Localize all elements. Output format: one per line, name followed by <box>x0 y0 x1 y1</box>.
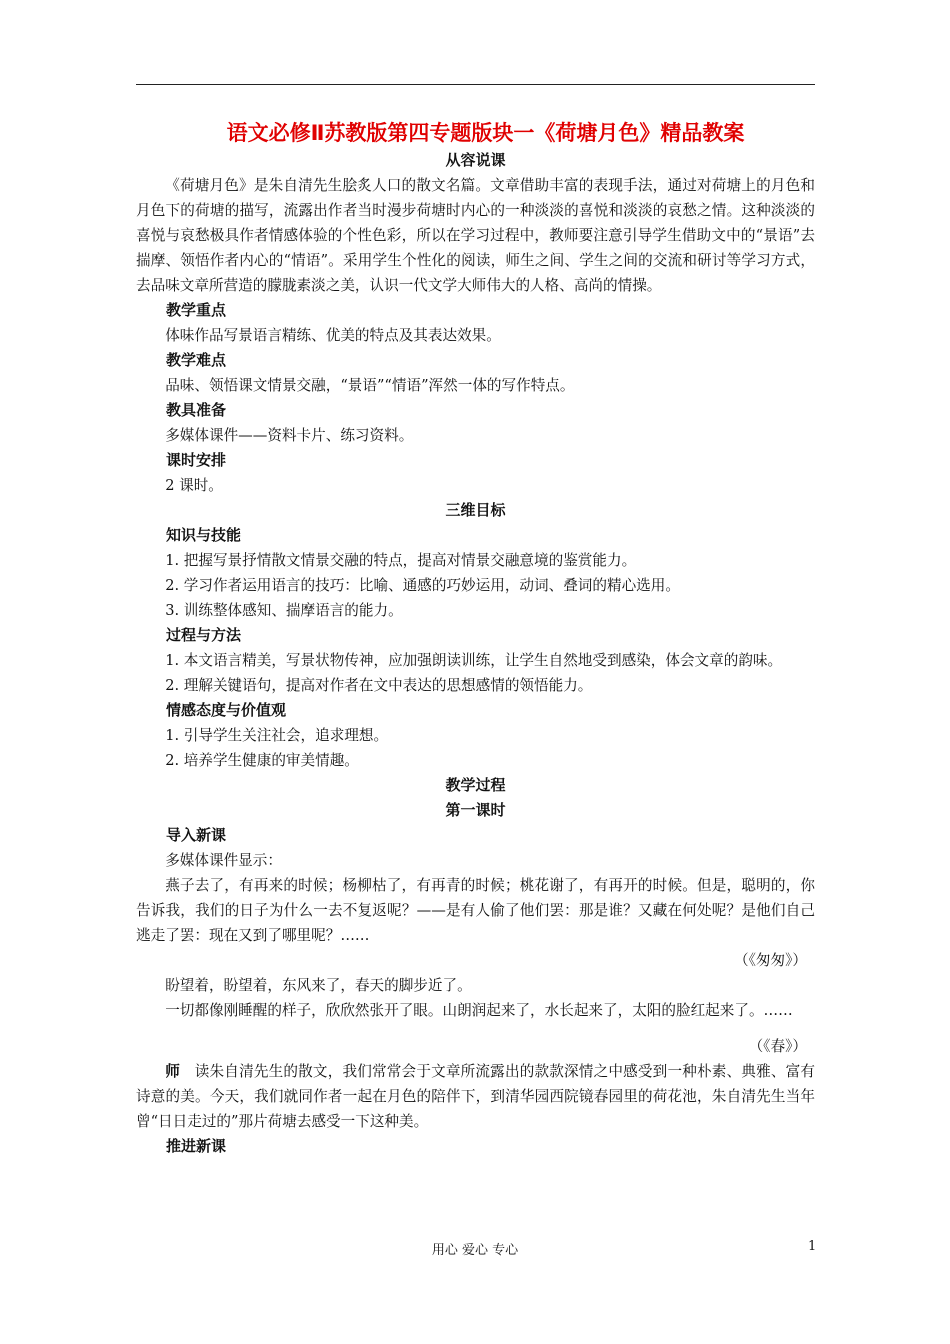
footer-text: 用心 爱心 专心 <box>431 1243 519 1258</box>
advance-lesson-heading: 推进新课 <box>166 1137 227 1155</box>
emotion-item: 2. 培养学生健康的审美情趣。 <box>165 752 359 769</box>
process-item: 1. 本文语言精美，写景状物传神，应加强朗读训练，让学生自然地受到感染，体会文章的韵味。 <box>165 652 783 669</box>
quote-chun-source: （《春》） <box>748 1038 807 1055</box>
media-text: 多媒体课件显示： <box>165 852 282 869</box>
teaching-process-heading: 教学过程 <box>445 776 506 794</box>
quote-congcong-source: （《匆匆》） <box>734 952 807 969</box>
teacher-text: 读朱自清先生的散文，我们常常会于文章所流露出的款款深情之中感受到一种朴素、典雅、富有诗意的美。今天，我们就同作者一起在月色的陪伴下，到清华园西院镜春园里的荷花池，朱自清先生当年曾“日日走过的”那片荷塘去感受一下这种美。 <box>136 1063 815 1130</box>
schedule-text: 2 课时。 <box>165 477 223 494</box>
header-rule <box>136 84 815 85</box>
goals-heading: 三维目标 <box>445 501 506 519</box>
page-number: 1 <box>808 1239 817 1254</box>
emotion-item: 1. 引导学生关注社会，追求理想。 <box>165 727 389 744</box>
intro-new-lesson-heading: 导入新课 <box>166 826 227 844</box>
quote-chun-line2: 一切都像刚睡醒的样子，欣欣然张开了眼。山朗润起来了，水长起来了，太阳的脸红起来了。…… <box>165 1002 793 1019</box>
difficulty-heading: 教学难点 <box>166 351 227 369</box>
knowledge-item: 1. 把握写景抒情散文情景交融的特点，提高对情景交融意境的鉴赏能力。 <box>165 552 637 569</box>
page-title: 语文必修Ⅱ苏教版第四专题版块一《荷塘月色》精品教案 <box>226 121 745 145</box>
knowledge-item: 3. 训练整体感知、揣摩语言的能力。 <box>165 602 403 619</box>
schedule-heading: 课时安排 <box>166 451 227 469</box>
intro-heading: 从容说课 <box>445 151 506 169</box>
teacher-label: 师 <box>165 1063 180 1080</box>
focus-text: 体味作品写景语言精练、优美的特点及其表达效果。 <box>165 327 501 344</box>
lesson-one-heading: 第一课时 <box>445 801 506 819</box>
focus-heading: 教学重点 <box>166 301 227 319</box>
quote-chun-line1: 盼望着，盼望着，东风来了，春天的脚步近了。 <box>165 977 472 994</box>
knowledge-item: 2. 学习作者运用语言的技巧：比喻、通感的巧妙运用，动词、叠词的精心选用。 <box>165 577 680 594</box>
process-heading: 过程与方法 <box>166 626 242 644</box>
difficulty-text: 品味、领悟课文情景交融，“景语”“情语”浑然一体的写作特点。 <box>165 377 575 394</box>
process-item: 2. 理解关键语句，提高对作者在文中表达的思想感情的领悟能力。 <box>165 677 593 694</box>
document-body <box>136 118 815 1159</box>
teacher-paragraph <box>136 1059 815 1134</box>
quote-congcong: 燕子去了，有再来的时候；杨柳枯了，有再青的时候；桃花谢了，有再开的时候。但是，聪明的，你告诉我，我们的日子为什么一去不复返呢？——是有人偷了他们罢：那是谁？又藏在何处呢？是他们自己逃走了罢：现在又到了哪里呢？…… <box>136 877 815 944</box>
tools-text: 多媒体课件——资料卡片、练习资料。 <box>165 427 414 444</box>
intro-paragraph: 《荷塘月色》是朱自清先生脍炙人口的散文名篇。文章借助丰富的表现手法，通过对荷塘上的月色和月色下的荷塘的描写，流露出作者当时漫步荷塘时内心的一种淡淡的喜悦和淡淡的哀愁之情。这种淡淡的喜悦与哀愁极具作者情感体验的个性色彩，所以在学习过程中，教师要注意引导学生借助文中的“景语”去揣摩、领悟作者内心的“情语”。采用学生个性化的阅读，师生之间、学生之间的交流和研讨等学习方式，去品味文章所营造的朦胧素淡之美，认识一代文学大师伟大的人格、高尚的情操。 <box>136 177 815 294</box>
emotion-heading: 情感态度与价值观 <box>166 701 287 719</box>
tools-heading: 教具准备 <box>166 401 227 419</box>
knowledge-heading: 知识与技能 <box>166 526 242 544</box>
